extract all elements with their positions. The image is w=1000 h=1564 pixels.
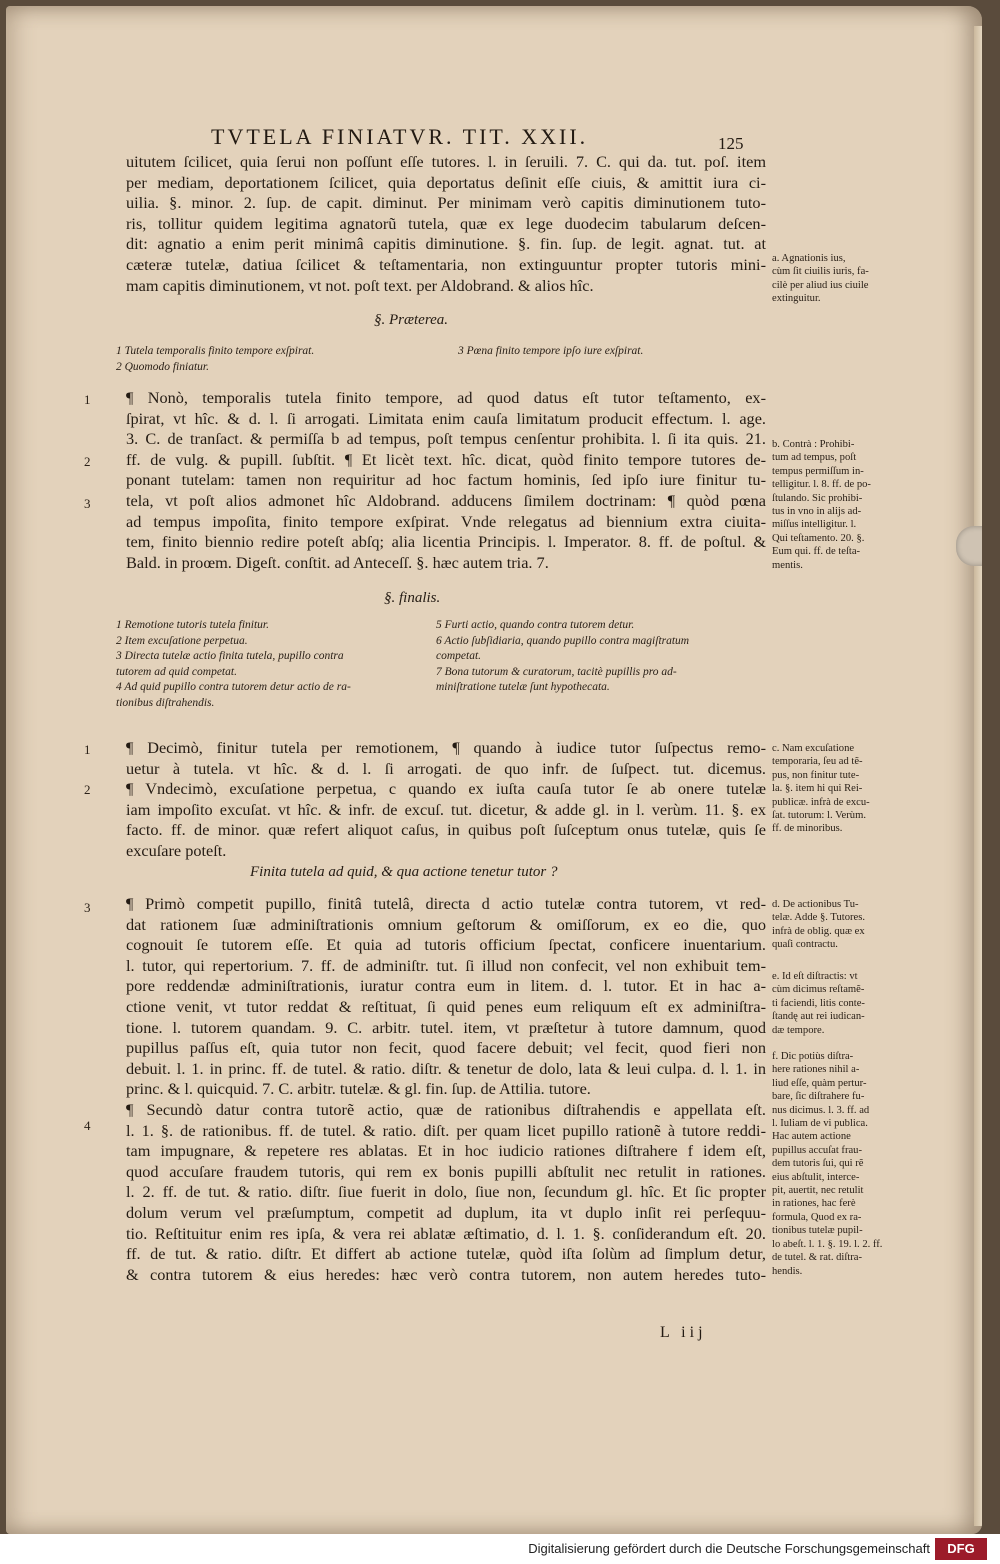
text-line: l. 1. §. de rationibus. ff. de tutel. & ratio. diſt. per quam licet pupillo rationẽ à tutore reddi- bbox=[126, 1120, 766, 1140]
text-line: cognouit ſe tutorem eſſe. Et quia ad tutoris officium ſpectat, conficere inuentarium. bbox=[126, 935, 766, 955]
text-block-2 bbox=[126, 388, 766, 573]
summary-item: tutorem ad quid competat. bbox=[116, 665, 237, 678]
text-block-3 bbox=[126, 738, 766, 862]
summary-item: 1 Remotione tutoris tutela finitur. bbox=[116, 619, 270, 631]
text-line: ¶ Decimò, finitur tutela per remotionem, ¶ quando à iudice tutor ſuſpectus remo- bbox=[126, 738, 766, 757]
text-line: l. 2. ff. de tut. & ratio. diſtr. ſiue fuerit in dolo, ſiue non, ſecundum gl. hîc. Et ſic propter bbox=[126, 1182, 766, 1202]
text-line: ¶ Secundò datur contra tutorẽ actio, quæ de rationibus diſtrahendis e appellata eſt. bbox=[126, 1099, 766, 1119]
summary-list-2-left bbox=[116, 618, 351, 711]
text-line: tione. l. tutorem quandam. 9. C. arbitr. tutel. item, vt præſtetur à tutore damnum, quod bbox=[126, 1017, 766, 1037]
summary-list-1b bbox=[458, 344, 643, 360]
text-line: ff. de tut. & ratio. diſtr. Et differt ab actione tutelæ, quòd iſta ſolùm ad ſimplum detur, bbox=[126, 1244, 766, 1264]
footer-credit: Digitalisierung gefördert durch die Deutsche Forschungsgemeinschaft bbox=[528, 1541, 930, 1556]
summary-item: competat. bbox=[436, 650, 482, 662]
summary-item: 7 Bona tutorum & curatorum, tacitè pupillis pro ad- bbox=[436, 665, 677, 678]
summary-item: 5 Furti actio, quando contra tutorem detur. bbox=[436, 619, 635, 631]
marginal-note-b: b. Contrà : Prohibi- tum ad tempus, poſt tempus permiſſum in- telligitur. l. 8. ff. de po- ſtulando. Sic prohibi- tus in vno in alijs ad- miſſus intelligitur. l. Qui teſtamento. 20. §. Eum qui. ff. de teſta- mentis. bbox=[772, 439, 871, 571]
text-line: ¶ Vndecimò, excuſatione perpetua, c quando ex iuſta cauſa tutor ſe ab onere tutelæ bbox=[126, 779, 766, 799]
text-line: ¶ Primò competit pupillo, finitâ tutelâ, directa d actio tutelæ contra tutorem, vt red- bbox=[126, 894, 766, 913]
summary-item: 4 Ad quid pupillo contra tutorem detur actio de ra- bbox=[116, 681, 351, 693]
marginal-note-d: d. De actionibus Tu- telæ. Adde §. Tutores. infrà de oblig. quæ ex quaſi contractu. bbox=[772, 899, 865, 951]
margin-number: 1 bbox=[84, 392, 91, 407]
text-line: tio. Reſtituitur enim res ipſa, & vera rei ablatæ æſtimatio, d. l. 1. §. conſiderandum eſt. 20. bbox=[126, 1223, 766, 1243]
summary-item: 6 Actio ſubſidiaria, quando pupillo contra magiſtratum bbox=[436, 634, 690, 647]
text-line: quod accuſare fraudem tutoris, qui rem ex bonis pupilli abſtulit nec retulit in rationes. bbox=[126, 1161, 766, 1181]
summary-list-2-right bbox=[436, 618, 689, 696]
text-line: uilia. §. minor. 2. ſup. de capit. diminut. Per minimam verò capitis diminutionem tuto- bbox=[126, 193, 766, 213]
text-line: ff. de vulg. & pupill. ſubſtit. ¶ Et licèt text. hîc. dicat, quòd finito tempore tutores de- bbox=[126, 449, 766, 469]
margin-number: 3 bbox=[84, 496, 91, 511]
summary-item: 3 Directa tutelæ actio finita tutela, pupillo contra bbox=[116, 650, 344, 662]
text-line: princ. & l. quicquid. 7. C. arbitr. tutelæ. & gl. fin. ſup. de Attilia. tutore. bbox=[126, 1079, 591, 1099]
marginal-note-f: f. Dic potiùs diſtra- here rationes nihil a- liud eſſe, quàm pertur- bare, ſic diſtrahere fu- nus dicimus. l. 3. ff. ad l. Iuliam de vi publica. Hac autem actione pupillus accuſat frau- dem tutoris ſui, qui rẽ eius abſtulit, interce- pit, auertit, nec retulit in rationes, hac ferè formula, Quod ex ra- tionibus tutelæ pupil- lo abeſt. l. 1. §. 19. l. 2. ff. de tutel. & rat. diſtra- hendis. bbox=[772, 1051, 883, 1277]
text-line: 3. C. de tranſact. & permiſſa b ad tempus, poſt tempus cenſentur prohibita. l. ſi ita quis. 21. bbox=[126, 429, 766, 449]
book-page bbox=[6, 6, 982, 1534]
signature-mark: L iij bbox=[660, 1324, 707, 1341]
text-line: ponant tutelam: tamen non requiritur ad hoc factum hominis, ſed ipſo iure finitur tu- bbox=[126, 470, 766, 490]
running-title: TVTELA FINIATVR. TIT. XXII. bbox=[211, 124, 589, 149]
text-line: tam impugnare, & repetere res ablatas. Et in hoc iudicio rationes diſtrahere f idem eſt, bbox=[126, 1141, 766, 1161]
text-block-1 bbox=[126, 152, 766, 296]
text-line: ris, tollitur quidem legitima agnatorũ tutela, quæ ex lege duodecim tabularum deſcen- bbox=[126, 213, 766, 233]
text-line: dolum verum vel præſumptum, competit ad duplum, ita vt duplo inſit rei perſequu- bbox=[126, 1202, 766, 1222]
text-line: tela, vt poſt alios admonet hîc Aldobrand. adducens ſimilem doctrinam: ¶ quòd pœna bbox=[126, 490, 766, 510]
margin-number: 3 bbox=[84, 900, 91, 915]
text-line: per mediam, deportationem ſcilicet, quia deportatus deſinit eſſe ciuis, & amittit iura ci- bbox=[126, 172, 766, 192]
text-block-4 bbox=[126, 894, 766, 1285]
text-line: Bald. in proœm. Digeſt. conſtit. ad Anteceſſ. §. hæc autem tria. 7. bbox=[126, 552, 549, 572]
text-line: ctione venit, vt tutor reddat & reſtituat, ſi quid penes eum reliquum eſt ex adminiſtra- bbox=[126, 996, 766, 1016]
text-line: ¶ Nonò, temporalis tutela finito tempore, ad quod datus eſt tutor teſtamento, ex- bbox=[126, 388, 766, 407]
margin-number: 2 bbox=[84, 454, 91, 469]
text-line: dit: agnatio a enim perit minimâ capitis diminutione. §. fin. ſup. de legit. agnat. tut. at bbox=[126, 234, 766, 254]
page-number: 125 bbox=[718, 134, 744, 153]
book-clasp bbox=[956, 526, 982, 566]
marginal-note-c: c. Nam excuſatione temporaria, ſeu ad tẽ- pus, non finitur tute- la. §. item hi qui Rei- publicæ. infrà de excu- ſat. tutorum: l. Verùm. ff. de minoribus. bbox=[772, 743, 870, 835]
dfg-logo-icon: DFG bbox=[935, 1538, 987, 1560]
margin-number: 1 bbox=[84, 742, 91, 757]
marginal-note-a: a. Agnationis ius, cùm ſit ciuilis iuris, fa- cilè per aliud ius ciuile extinguitur. bbox=[772, 253, 869, 305]
summary-item: 2 Quomodo finiatur. bbox=[116, 360, 209, 373]
page-fore-edge bbox=[974, 26, 982, 1526]
text-line: mam capitis diminutionem, vt not. poſt text. per Aldobrand. & alios hîc. bbox=[126, 275, 594, 295]
text-line: ſpirat, vt hîc. & d. l. ſi arrogati. Limitata enim cauſa limitatum producit effectum. l. age. bbox=[126, 408, 766, 428]
marginal-note-e: e. Id eſt diſtractis: vt cùm dicimus reſtamẽ- ti faciendi, litis conte- ſtandę aut rei iudican- dæ tempore. bbox=[772, 971, 865, 1036]
section-heading-praeterea: §. Præterea. bbox=[374, 312, 449, 328]
text-line: ad tempus impoſita, finito tempore exſpirat. Vnde relegatus ad biennium extra ciuita- bbox=[126, 511, 766, 531]
text-line: cæteræ tutelæ, datiua ſcilicet & teſtamentaria, non extinguuntur propter tutoris mini- bbox=[126, 254, 766, 274]
text-line: tem, finito biennio redire poteſt abſq; alia licentia Principis. l. Imperator. 8. ff. de poſtul. & bbox=[126, 532, 766, 552]
text-line: uitutem ſcilicet, quia ſerui non poſſunt eſſe tutores. l. in ſeruili. 7. C. qui da. tut. poſ. item bbox=[126, 152, 766, 171]
margin-number: 4 bbox=[84, 1118, 91, 1133]
text-line: facto. ff. de minor. quæ refert aliquot caſus, in quibus poſt ſuſceptum onus tutelæ, quis ſe bbox=[126, 820, 766, 840]
summary-item: 3 Pœna finito tempore ipſo iure exſpirat. bbox=[458, 345, 644, 357]
summary-item: 1 Tutela temporalis finito tempore exſpirat. bbox=[116, 345, 315, 357]
text-line: excuſare poteſt. bbox=[126, 840, 227, 860]
margin-number: 2 bbox=[84, 782, 91, 797]
summary-item: 2 Item excuſatione perpetua. bbox=[116, 634, 248, 647]
text-line: dat rationem ſuæ adminiſtrationis omnium geſtorum & omiſſorum, ex eo die, quo bbox=[126, 914, 766, 934]
summary-list-1 bbox=[116, 344, 314, 375]
text-line: iam impoſito excuſat. vt hîc. & infr. de excuſ. tut. dicetur, & adde gl. in l. verùm. 11. §. ex bbox=[126, 799, 766, 819]
summary-item: miniſtratione tutelæ ſunt hypothecata. bbox=[436, 681, 610, 693]
section-heading-finita-tutela: Finita tutela ad quid, & qua actione tenetur tutor ? bbox=[250, 864, 558, 880]
summary-item: tionibus diſtrahendis. bbox=[116, 696, 215, 709]
text-line: debuit. l. 1. in princ. ff. de tutel. & ratio. diſtr. & tenetur de dolo, lata & leui culpa. d. l. 1. in bbox=[126, 1058, 766, 1078]
text-line: pore reddendæ adminiſtrationis, iuratur contra eum in litem. d. l. tutor. Et in hac a- bbox=[126, 976, 766, 996]
text-line: uetur à tutela. vt hîc. & d. l. ſi arrogati. de quo infr. de ſuſpect. tut. dicemus. bbox=[126, 758, 766, 778]
text-line: & contra tutorem & eius heredes: hæc verò contra tutorem, non autem heredes tuto- bbox=[126, 1264, 766, 1284]
section-heading-finalis: §. finalis. bbox=[384, 590, 441, 606]
text-line: l. tutor, qui repertorium. 7. ff. de adminiſtr. tut. ſi illud non confecit, vel non exhibuit tem- bbox=[126, 955, 766, 975]
text-line: pupillus paſſus eſt, quia tutor non fecit, quod facere debuit; vel fecit, quod fieri non bbox=[126, 1038, 766, 1058]
